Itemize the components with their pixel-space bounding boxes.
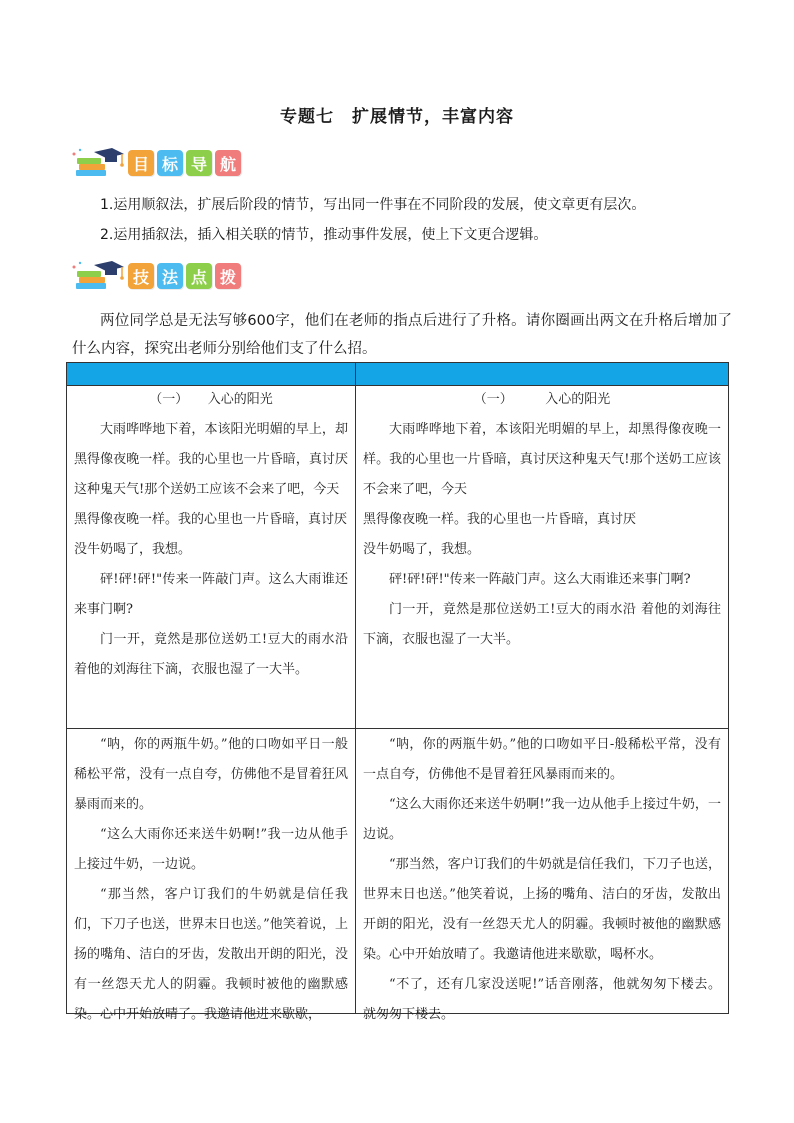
table-cell-original-1 — [67, 385, 355, 685]
title-tile: 导 — [186, 150, 212, 176]
books-graduation-icon — [72, 146, 126, 180]
table-cell-revised-1 — [356, 385, 728, 655]
essay-paragraph: 大雨哗哗地下着，本该阳光明媚的早上，却黑得像夜晚一样。我的心里也一片昏暗，真讨厌这种鬼天气!那个送奶工应该不会来了吧，今天 — [74, 422, 348, 497]
essay-paragraph: 黑得像夜晚一样。我的心里也一片昏暗，真讨厌 — [74, 512, 348, 527]
books-graduation-icon — [72, 259, 126, 293]
section-title-tiles — [128, 150, 241, 176]
essay-paragraph: 砰!砰!砰!"传来一阵敲门声。这么大雨谁还来事门啊? — [74, 572, 348, 617]
title-tile: 目 — [128, 150, 154, 176]
title-tile: 拨 — [215, 263, 241, 289]
essay-paragraph: 没牛奶喝了，我想。 — [74, 542, 192, 557]
essay-paragraph: “这么大雨你还来送牛奶啊!”我一边从他手上接过牛奶，一边说。 — [74, 827, 348, 872]
essay-paragraph: “不了，还有几家没送呢!”话音刚落，他就匆匆下楼去。 就匆匆下楼去。 — [363, 977, 721, 1022]
page-title: 专题七 扩展情节，丰富内容 — [280, 107, 514, 127]
essay-heading: （一） 入心的阳光 — [149, 392, 273, 407]
title-tile: 技 — [128, 263, 154, 289]
essay-heading: （一） 入心的阳光 — [473, 392, 611, 407]
title-tile: 点 — [186, 263, 212, 289]
table-cell-original-2 — [67, 730, 355, 1030]
essay-paragraph: “呐，你的两瓶牛奶。”他的口吻如平日一般稀松平常，没有一点自夸，仿佛他不是冒着狂风暴雨而来的。 — [74, 737, 348, 812]
essay-paragraph: “这么大雨你还来送牛奶啊!”我一边从他手上接过牛奶，一边说。 — [363, 797, 721, 842]
essay-paragraph: 黑得像夜晚一样。我的心里也一片昏暗，真讨厌 — [363, 512, 637, 527]
title-tile: 法 — [157, 263, 183, 289]
section-banner-goals — [72, 146, 241, 180]
essay-paragraph: “那当然，客户订我们的牛奶就是信任我们，下刀子也送，世界末日也送。”他笑着说，上扬的嘴角、洁白的牙齿，发散出开朗的阳光，没有一丝怨天尤人的阴霾。我顿时被他的幽默感染。心中开始放晴了。我邀请他进来歇歇， — [74, 887, 348, 1022]
intro-paragraph: 两位同学总是无法写够600字，他们在老师的指点后进行了升格。请你圈画出两文在升格后增加了什么内容，探究出老师分别给他们支了什么招。 — [72, 313, 732, 357]
section-title-tiles — [128, 263, 241, 289]
essay-paragraph: “呐，你的两瓶牛奶。”他的口吻如平日-般稀松平常，没有一点自夸，仿佛他不是冒着狂风暴雨而来的。 — [363, 737, 721, 782]
table-cell-revised-2 — [356, 730, 728, 1030]
essay-paragraph: 大雨哗哗地下着，本该阳光明媚的早上，却黑得像夜晚一样。我的心里也一片昏暗，真讨厌这种鬼天气!那个送奶工应该不会来了吧，今天 — [363, 422, 721, 497]
title-tile: 标 — [157, 150, 183, 176]
essay-paragraph: “那当然，客户订我们的牛奶就是信任我们，下刀子也送，世界末日也送。”他笑着说，上扬的嘴角、洁白的牙齿，发散出开朗的阳光，没有一丝怨天尤人的阴霾。我顿时被他的幽默感染。心中开始放晴了。我邀请他进来歇歇，喝杯水。 — [363, 857, 721, 962]
divider — [67, 728, 728, 729]
essay-paragraph: 砰!砰!砰!"传来一阵敲门声。这么大雨谁还来事门啊? — [389, 572, 691, 587]
comparison-table — [66, 362, 729, 1022]
table-header-bar — [67, 363, 728, 385]
title-tile: 航 — [215, 150, 241, 176]
essay-paragraph: 门一开，竟然是那位送奶工!豆大的雨水沿 着他的刘海往下滴，衣服也湿了一大半。 — [363, 602, 721, 647]
essay-paragraph: 门一开，竟然是那位送奶工!豆大的雨水沿 着他的刘海往下滴，衣服也湿了一大半。 — [74, 632, 348, 677]
section-banner-techniques — [72, 259, 241, 293]
essay-paragraph: 没牛奶喝了，我想。 — [363, 542, 481, 557]
goal-item: 1.运用顺叙法，扩展后阶段的情节，写出同一件事在不同阶段的发展，使文章更有层次。 — [100, 197, 646, 213]
goal-item: 2.运用插叙法，插入相关联的情节，推动事件发展，使上下文更合逻辑。 — [100, 227, 548, 243]
